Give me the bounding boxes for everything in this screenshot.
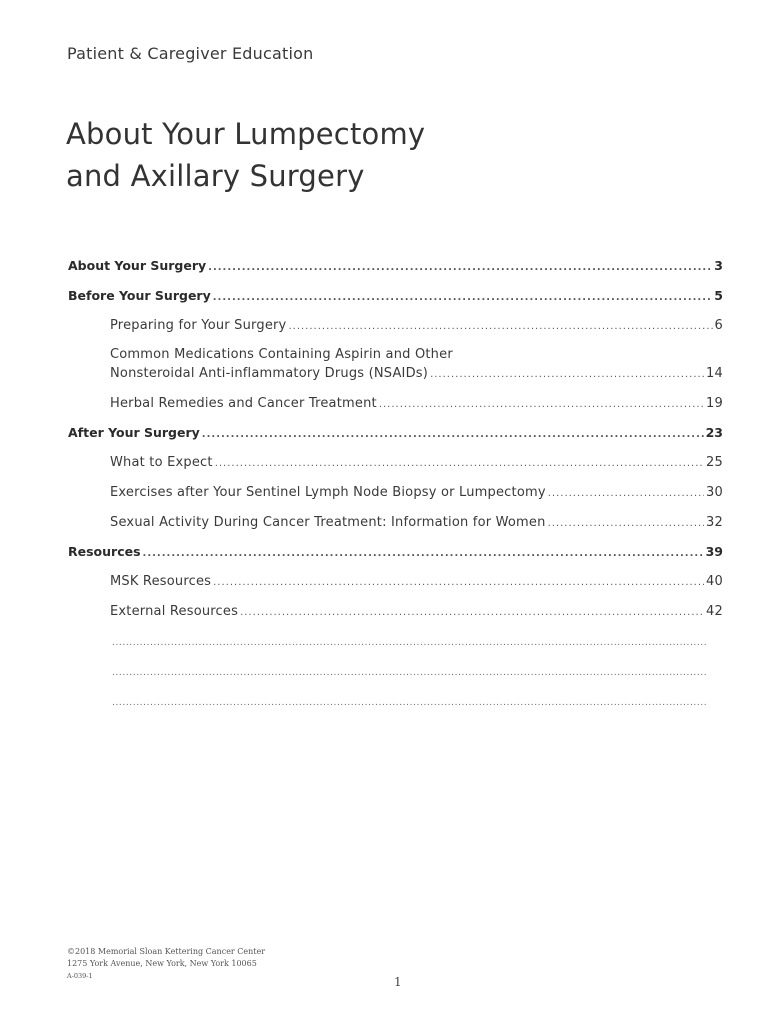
toc-entry-page: 39: [705, 544, 723, 559]
toc-entry-page: 6: [714, 318, 723, 333]
toc-entry-after-your-surgery[interactable]: [68, 425, 723, 440]
dot-leader: [548, 488, 704, 499]
dot-leader: [548, 518, 704, 529]
toc-entry-page: 14: [706, 366, 723, 381]
toc-entry-msk-resources[interactable]: [110, 574, 723, 589]
title-line-1: About Your Lumpectomy: [66, 117, 426, 151]
toc-entry-page: 42: [706, 604, 723, 619]
toc-entry-label: About Your Surgery: [68, 258, 207, 273]
dot-leader: [430, 369, 704, 380]
toc-entry-page: 32: [706, 515, 723, 530]
footer: [67, 946, 265, 982]
toc-entry-page: 40: [706, 574, 723, 589]
toc-entry-label: MSK Resources: [110, 574, 212, 589]
dot-leader: [288, 321, 712, 332]
dot-leader: [208, 262, 712, 273]
toc-entry-sexual-activity[interactable]: [110, 515, 723, 530]
toc-entry-label: Sexual Activity During Cancer Treatment: Information for Women: [110, 515, 546, 530]
blank-dotted-line: [112, 668, 706, 678]
dot-leader: [240, 607, 704, 618]
toc-entry-medications[interactable]: [110, 366, 723, 381]
toc-entry-before-your-surgery[interactable]: [68, 288, 723, 303]
toc-entry-label: Exercises after Your Sentinel Lymph Node Biopsy or Lumpectomy: [110, 485, 546, 500]
toc-entry-herbal-remedies[interactable]: [110, 396, 723, 411]
page-number: 1: [394, 975, 402, 989]
document-code: A-039-1: [67, 972, 93, 980]
toc-entry-what-to-expect[interactable]: [110, 455, 723, 470]
toc-entry-page: 3: [714, 258, 723, 273]
dot-leader: [379, 399, 704, 410]
toc-entry-page: 25: [706, 455, 723, 470]
toc-entry-label: Nonsteroidal Anti-inflammatory Drugs (NSAIDs): [110, 366, 429, 381]
toc-entry-label: What to Expect: [110, 455, 213, 470]
toc-entry-label: Herbal Remedies and Cancer Treatment: [110, 396, 377, 411]
toc-entry-label: Preparing for Your Surgery: [110, 318, 287, 333]
toc-entry-label: After Your Surgery: [68, 425, 200, 440]
dot-leader: [213, 577, 704, 588]
toc-entry-medications-line-1[interactable]: Common Medications Containing Aspirin and Other: [110, 347, 453, 362]
toc-entry-page: 5: [714, 288, 723, 303]
toc-entry-page: 23: [705, 425, 723, 440]
toc-entry-page: 19: [706, 396, 723, 411]
toc-entry-label: Resources: [68, 544, 141, 559]
dot-leader: [215, 458, 704, 469]
address-text: 1275 York Avenue, New York, New York 10065: [67, 959, 257, 968]
toc-entry-label: Before Your Surgery: [68, 288, 211, 303]
toc-entry-preparing[interactable]: [110, 318, 723, 333]
toc-entry-exercises[interactable]: [110, 485, 723, 500]
toc-entry-label: External Resources: [110, 604, 239, 619]
copyright-text: ©2018 Memorial Sloan Kettering Cancer Center: [67, 947, 266, 956]
dot-leader: [202, 429, 704, 440]
dot-leader: [143, 548, 704, 559]
blank-dotted-line: [112, 638, 706, 648]
document-title: [66, 113, 425, 197]
toc-entry-about-your-surgery[interactable]: [68, 258, 723, 273]
toc-entry-resources[interactable]: [68, 544, 723, 559]
toc-entry-external-resources[interactable]: [110, 604, 723, 619]
dot-leader: [213, 292, 713, 303]
series-title: Patient & Caregiver Education: [67, 44, 314, 63]
title-line-2: and Axillary Surgery: [66, 159, 365, 193]
toc-entry-page: 30: [706, 485, 723, 500]
blank-dotted-line: [112, 698, 706, 708]
